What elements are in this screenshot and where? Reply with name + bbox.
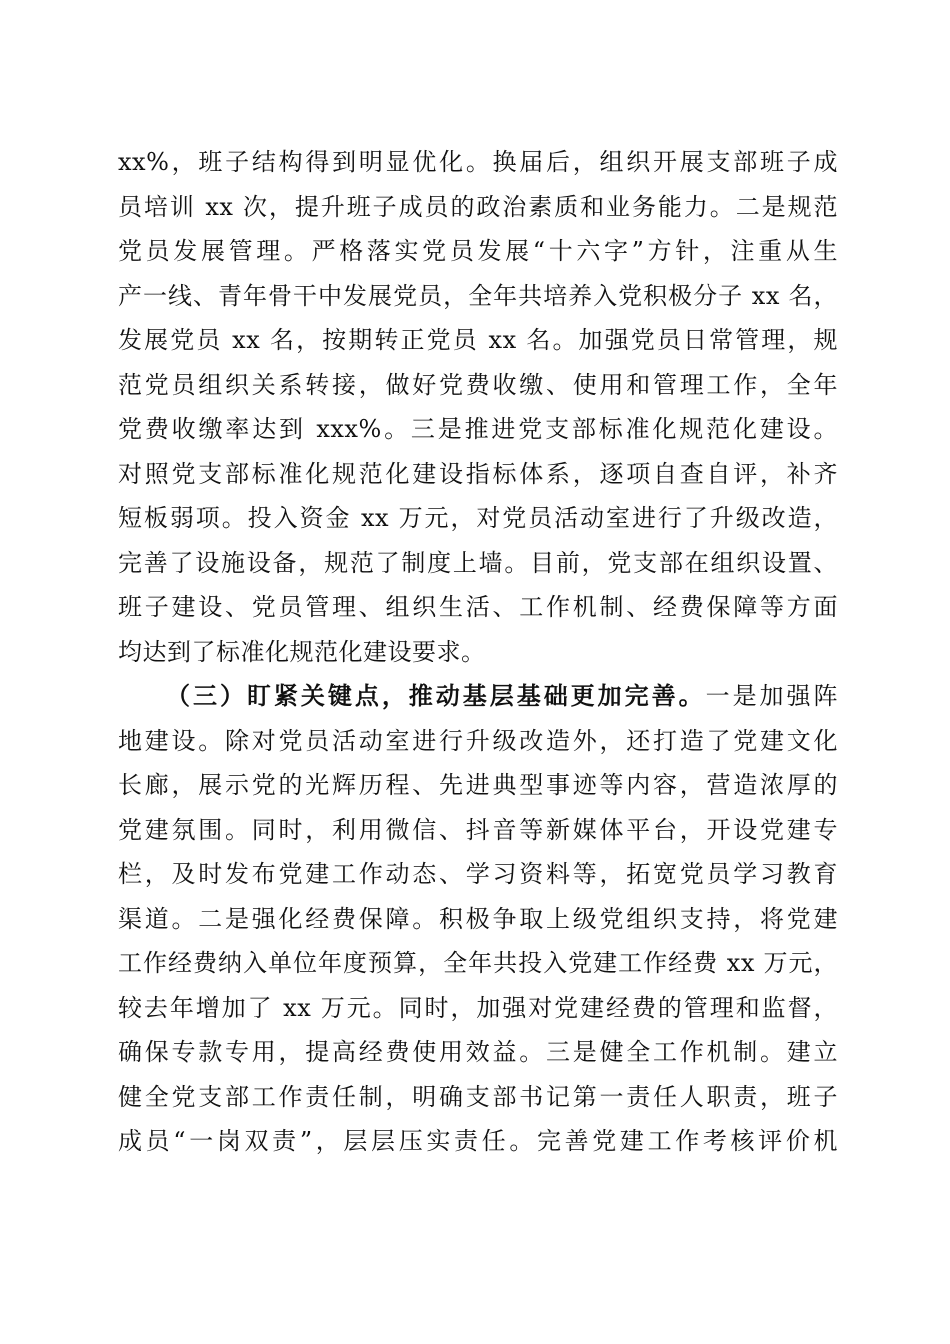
paragraph-1	[118, 140, 838, 674]
text-line: 短板弱项。投入资金 xx 万元，对党员活动室进行了升级改造，	[118, 504, 838, 532]
text-line: 党建氛围。同时，利用微信、抖音等新媒体平台，开设党建专	[118, 815, 838, 844]
paragraph-heading-line	[118, 674, 838, 719]
text-line: 党员发展管理。严格落实党员发展“十六字”方针，注重从生	[118, 237, 838, 265]
text-line: 完善了设施设备，规范了制度上墙。目前，党支部在组织设置、	[118, 548, 838, 577]
text-line: 范党员组织关系转接，做好党费收缴、使用和管理工作，全年	[118, 370, 838, 399]
text-line: 班子建设、党员管理、组织生活、工作机制、经费保障等方面	[118, 593, 838, 621]
document-body	[118, 140, 838, 1164]
section-heading: （三）盯紧关键点，推动基层基础更加完善。	[166, 681, 706, 710]
text-line: 员培训 xx 次，提升班子成员的政治素质和业务能力。二是规范	[118, 192, 838, 221]
text-line: 确保专款专用，提高经费使用效益。三是健全工作机制。建立	[118, 1038, 838, 1066]
text-line: 成员“一岗双责”，层层压实责任。完善党建工作考核评价机	[118, 1127, 838, 1155]
text-line: 工作经费纳入单位年度预算，全年共投入党建工作经费 xx 万元，	[118, 949, 838, 977]
text-line: 长廊，展示党的光辉历程、先进典型事迹等内容，营造浓厚的	[118, 771, 838, 799]
heading-line-rest: 一是加强阵	[705, 682, 838, 710]
text-line: 健全党支部工作责任制，明确支部书记第一责任人职责，班子	[118, 1082, 838, 1111]
text-line: 党费收缴率达到 xxx%。三是推进党支部标准化规范化建设。	[118, 415, 838, 443]
text-line: xx%，班子结构得到明显优化。换届后，组织开展支部班子成	[118, 148, 838, 176]
text-line: 对照党支部标准化规范化建设指标体系，逐项自查自评，补齐	[118, 459, 838, 488]
text-line: 渠道。二是强化经费保障。积极争取上级党组织支持，将党建	[118, 904, 838, 933]
text-line: 栏，及时发布党建工作动态、学习资料等，拓宽党员学习教育	[118, 860, 838, 888]
text-line: 较去年增加了 xx 万元。同时，加强对党建经费的管理和监督，	[118, 993, 838, 1022]
text-line: 均达到了标准化规范化建设要求。	[118, 637, 486, 666]
text-line: 发展党员 xx 名，按期转正党员 xx 名。加强党员日常管理，规	[118, 326, 838, 354]
paragraph-2	[118, 674, 838, 1164]
text-line: 产一线、青年骨干中发展党员，全年共培养入党积极分子 xx 名，	[118, 281, 838, 310]
text-line: 地建设。除对党员活动室进行升级改造外，还打造了党建文化	[118, 726, 838, 755]
